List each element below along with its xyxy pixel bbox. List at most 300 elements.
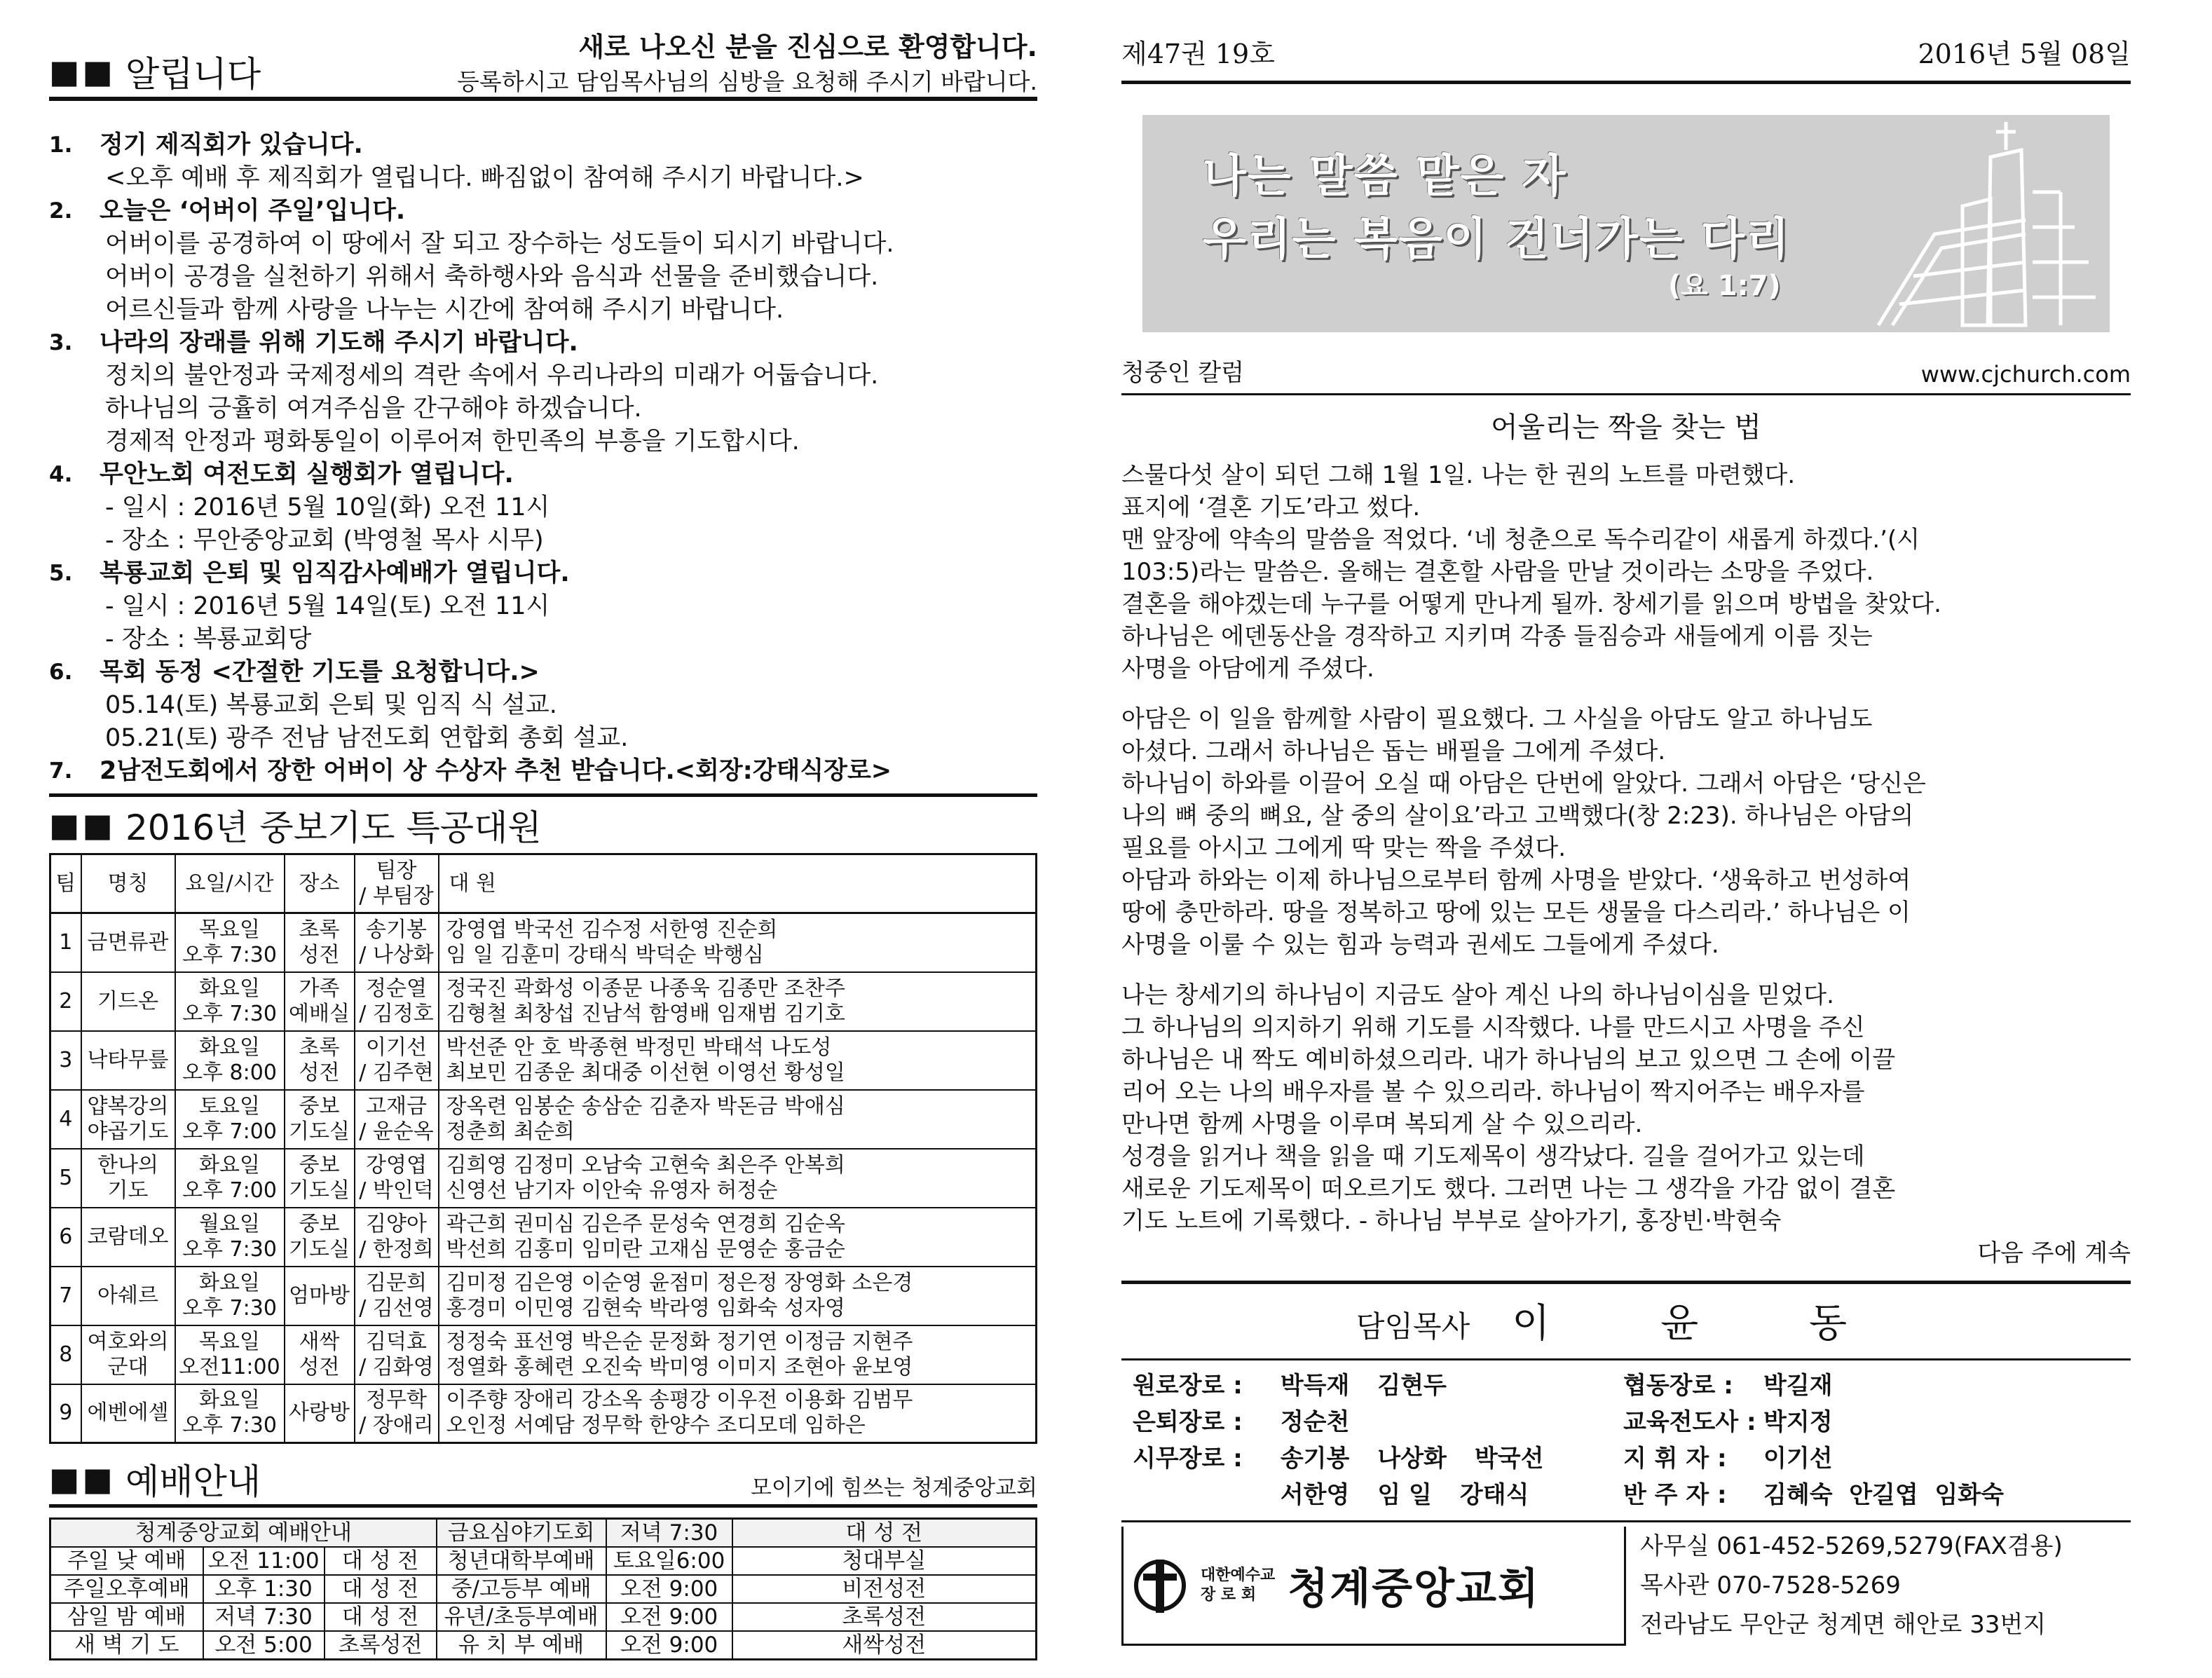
team-name-text: 낙타무릎: [87, 1047, 169, 1072]
column-line: 맨 앞장에 약속의 말씀을 적었다. ‘네 청춘으로 독수리같이 새롭게 하겠다.’(시: [1121, 526, 1920, 554]
ministers-column: [1623, 1367, 2004, 1513]
team-number-text: 2: [59, 988, 73, 1014]
notice-number: 1.: [49, 132, 73, 158]
team-leader: [355, 1384, 439, 1443]
worship-head-mid: 금요심야기도회: [437, 1519, 606, 1548]
table-row: [50, 1208, 1037, 1267]
notice-line: 어버이 공경을 실천하기 위해서 축하행사와 음식과 선물을 준비했습니다.: [105, 263, 879, 291]
team-place-text: 초록: [299, 1035, 340, 1060]
team-time-text: 오후 7:30: [182, 1413, 277, 1438]
team-number: [50, 1267, 81, 1325]
column-line: 하나님이 하와를 이끌어 오실 때 아담은 단번에 알았다. 그래서 아담은 ‘당신은: [1121, 770, 1926, 798]
service-name: 삼일 밤 예배: [50, 1603, 203, 1631]
notice-item: [49, 458, 1037, 557]
column-line: 나의 뼈 중의 뼈요, 살 중의 살이요’라고 고백했다(창 2:23). 하나님은 아담의: [1121, 802, 1914, 830]
team-time-text: 화요일: [199, 976, 260, 1001]
team-number-text: 7: [59, 1283, 73, 1308]
team-leader-text: / 김화영: [359, 1354, 434, 1379]
table-row: [50, 1575, 1037, 1603]
team-number-text: 9: [59, 1400, 73, 1426]
notice-line: - 장소 : 복룡교회당: [105, 625, 312, 653]
column-line: 새로운 기도제목이 떠오르기도 했다. 그러면 나는 그 생각을 가감 없이 결혼: [1121, 1175, 1896, 1203]
staff-row: [1133, 1440, 1623, 1477]
team-time-text: 오후 7:00: [182, 1178, 277, 1203]
team-number: [50, 1149, 81, 1208]
denomination-line-2: 장 로 회: [1201, 1585, 1257, 1604]
column-line: 필요를 아시고 그에게 딱 맞는 짝을 주셨다.: [1121, 834, 1566, 862]
pastor-line: [1121, 1281, 2131, 1349]
team-leader: [355, 913, 439, 972]
team-members-text: 정춘희 최순희: [446, 1119, 575, 1144]
column-line: 땅에 충만하라. 땅을 정복하고 땅에 있는 모든 생물을 다스리라.’ 하나님은 이: [1121, 899, 1911, 927]
staff-name: 송기봉: [1280, 1445, 1350, 1473]
subleader-label: / 부팀장: [359, 883, 434, 908]
team-time: [175, 1031, 285, 1090]
service-place: 대 성 전: [325, 1547, 437, 1575]
square-bullet-icon: ■■: [49, 806, 116, 844]
worship-head-left: 청계중앙교회 예배안내: [50, 1519, 437, 1548]
team-leader: [355, 1149, 439, 1208]
team-members-text: 정국진 곽화성 이종문 나종욱 김종만 조찬주: [446, 976, 845, 1001]
team-time-text: 오후 7:00: [182, 1119, 277, 1144]
team-leader-text: / 김주현: [359, 1060, 434, 1085]
worship-title: 예배안내: [125, 1461, 261, 1502]
team-name: [81, 1267, 175, 1325]
square-bullet-icon: ■■: [49, 53, 116, 90]
team-place-text: 엄마방: [289, 1283, 350, 1308]
team-leader-text: / 나상화: [359, 942, 434, 967]
team-place-text: 중보: [299, 1093, 340, 1119]
worship-table: [49, 1517, 1037, 1660]
staff-name: 박국선: [1474, 1445, 1544, 1473]
team-leader: [355, 1031, 439, 1090]
team-leader-text: 김양아: [366, 1211, 427, 1236]
column-label: 청중인 칼럼: [1121, 359, 1245, 387]
team-name-text: 기드온: [97, 988, 158, 1014]
team-members-text: 임 일 김훈미 강태식 박덕순 박행심: [446, 942, 764, 967]
team-members-text: 정열화 홍혜련 오진숙 박미영 이미지 조현아 윤보영: [446, 1354, 913, 1379]
team-time: [175, 1149, 285, 1208]
welcome-main: 새로 나오신 분을 진심으로 환영합니다.: [578, 32, 1037, 62]
staff-name: 박득재: [1280, 1372, 1350, 1400]
team-place-text: 초록: [299, 917, 340, 942]
team-time-text: 오후 7:30: [182, 1295, 277, 1321]
column-line: 사명을 이룰 수 있는 힘과 능력과 권세도 그들에게 주셨다.: [1121, 931, 1719, 959]
team-leader-text: / 김정호: [359, 1001, 434, 1026]
team-time-text: 화요일: [199, 1270, 260, 1295]
staff-row: [1623, 1367, 2004, 1404]
table-row: [50, 1267, 1037, 1325]
team-members: [439, 1325, 1037, 1384]
column-line: 성경을 읽거나 책을 읽을 때 기도제목이 생각났다. 길을 걸어가고 있는데: [1121, 1142, 1865, 1171]
notice-number: 6.: [49, 660, 73, 685]
team-place-text: 가족: [299, 976, 340, 1001]
team-members-text: 정정숙 표선영 박은순 문정화 정기연 이정금 지현주: [446, 1329, 913, 1354]
staff-row: [1623, 1404, 2004, 1440]
team-members: [439, 1090, 1037, 1149]
team-leader-text: 정순열: [366, 976, 427, 1001]
service-place: 초록성전: [325, 1631, 437, 1660]
team-members-text: 신영선 남기자 이안숙 유영자 허정순: [446, 1178, 778, 1203]
team-number-text: 1: [59, 929, 73, 955]
table-row: [50, 1603, 1037, 1631]
team-leader: [355, 1325, 439, 1384]
team-members-text: 박선희 김홍미 임미란 고재심 문영순 홍금순: [446, 1236, 845, 1262]
welcome-message: [457, 25, 1037, 97]
team-members-text: 이주향 장애리 강소옥 송평강 이우전 이용화 김범무: [446, 1388, 913, 1413]
table-row: [50, 1384, 1037, 1443]
team-number: [50, 1325, 81, 1384]
worship-note: 모이기에 힘쓰는 청계중앙교회: [750, 1475, 1037, 1501]
team-time-text: 오전11:00: [179, 1354, 280, 1379]
team-time-text: 오후 7:30: [182, 1001, 277, 1026]
team-name: [81, 972, 175, 1031]
staff-label: 은퇴장로 :: [1133, 1408, 1243, 1436]
notice-heading: 복룡교회 은퇴 및 임직감사예배가 열립니다.: [100, 559, 570, 587]
notice-heading: 무안노회 여전도회 실행회가 열립니다.: [100, 461, 514, 489]
service-time: 오후 1:30: [203, 1575, 325, 1603]
team-time-text: 오후 8:00: [182, 1060, 277, 1085]
staff-name: 이기선: [1763, 1445, 1833, 1473]
notice-item: [49, 327, 1037, 458]
team-time: [175, 1267, 285, 1325]
col-name: 명칭: [81, 854, 175, 913]
team-members: [439, 972, 1037, 1031]
service-name: 중/고등부 예배: [437, 1575, 606, 1603]
service-time: 오전 11:00: [203, 1547, 325, 1575]
team-time: [175, 1090, 285, 1149]
service-place: 새싹성전: [732, 1631, 1037, 1660]
staff-row: [1623, 1440, 2004, 1477]
worship-header: [49, 1454, 1037, 1508]
denomination-line-1: 대한예수교: [1201, 1566, 1276, 1584]
team-leader-text: 김덕효: [366, 1329, 427, 1354]
notice-heading: 나라의 장래를 위해 기도해 주시기 바랍니다.: [100, 329, 578, 357]
notice-number: 7.: [49, 758, 73, 784]
column-line: 기도 노트에 기록했다. - 하나님 부부로 살아가기, 홍장빈·박현숙: [1121, 1207, 1782, 1235]
service-name: 유년/초등부예배: [437, 1603, 606, 1631]
team-members-text: 최보민 김종운 최대중 이선현 이영선 황성일: [446, 1060, 845, 1085]
notice-line: - 일시 : 2016년 5월 14일(토) 오전 11시: [105, 592, 550, 620]
service-name: 주일 낮 예배: [50, 1547, 203, 1575]
notice-item: [49, 656, 1037, 755]
welcome-sub: 등록하시고 담임목사님의 심방을 요청해 주시기 바랍니다.: [456, 68, 1037, 95]
service-place: 비전성전: [732, 1575, 1037, 1603]
service-name: 새 벽 기 도: [50, 1631, 203, 1660]
team-leader-text: 고재금: [366, 1093, 427, 1119]
team-name-text: 군대: [107, 1354, 149, 1379]
team-members-text: 강영엽 박국선 김수정 서한영 진순희: [446, 917, 778, 942]
leader-label: 팀장: [376, 858, 417, 883]
team-place: [285, 1090, 355, 1149]
prayer-title-block: [49, 800, 1037, 850]
banner-line-1: 나는 말씀 맡은 자: [1203, 151, 1567, 203]
team-place-text: 성전: [299, 942, 340, 967]
team-leader-text: 강영엽: [366, 1152, 427, 1178]
team-leader-text: 김문희: [366, 1270, 427, 1295]
team-place: [285, 1031, 355, 1090]
notice-number: 3.: [49, 330, 73, 355]
team-number: [50, 1208, 81, 1267]
team-number: [50, 1090, 81, 1149]
team-number: [50, 1031, 81, 1090]
team-place-text: 기도실: [289, 1178, 350, 1203]
team-members: [439, 1384, 1037, 1443]
service-time: 저녁 7:30: [203, 1603, 325, 1631]
team-number-text: 8: [59, 1342, 73, 1367]
team-leader-text: / 박인덕: [359, 1178, 434, 1203]
team-leader-text: / 윤순옥: [359, 1119, 434, 1144]
team-name: [81, 1090, 175, 1149]
notice-line: <오후 예배 후 제직회가 열립니다. 빠짐없이 참여해 주시기 바랍니다.>: [105, 164, 864, 192]
team-place: [285, 1267, 355, 1325]
church-building-icon: [1850, 115, 2103, 332]
table-row: [50, 1149, 1037, 1208]
staff-name: 김현두: [1377, 1372, 1447, 1400]
column-line: 사명을 아담에게 주셨다.: [1121, 655, 1374, 683]
notice-line: - 일시 : 2016년 5월 10일(화) 오전 11시: [105, 493, 550, 521]
staff-row: [1133, 1477, 1623, 1513]
team-time-text: 오후 7:30: [182, 942, 277, 967]
team-time: [175, 913, 285, 972]
service-time: 오전 9:00: [606, 1603, 732, 1631]
staff-label: 지 휘 자 :: [1623, 1445, 1727, 1473]
service-place: 대 성 전: [325, 1603, 437, 1631]
team-members-text: 김희영 김정미 오남숙 고현숙 최은주 안복희: [446, 1152, 845, 1178]
staff-row: [1133, 1404, 1623, 1440]
church-url[interactable]: www.cjchurch.com: [1920, 361, 2131, 388]
staff-label: 협동장로 :: [1623, 1372, 1733, 1400]
team-name: [81, 1384, 175, 1443]
column-line: 아담은 이 일을 함께할 사람이 필요했다. 그 사실을 아담도 알고 하나님도: [1121, 705, 1873, 733]
team-place: [285, 913, 355, 972]
team-place-text: 사랑방: [289, 1400, 350, 1426]
team-place-text: 기도실: [289, 1119, 350, 1144]
team-name-text: 금면류관: [87, 929, 169, 955]
motto-banner: [1142, 115, 2110, 332]
bulletin-header: [1121, 0, 2131, 84]
team-members-text: 김형철 최창섭 진남석 함영배 임재범 김기호: [446, 1001, 845, 1026]
team-number-text: 4: [59, 1106, 73, 1131]
column-header: [1121, 353, 2131, 395]
team-time: [175, 1325, 285, 1384]
service-place: 초록성전: [732, 1603, 1037, 1631]
team-time-text: 화요일: [199, 1035, 260, 1060]
team-name-text: 기도: [107, 1178, 149, 1203]
team-leader: [355, 1267, 439, 1325]
team-leader-text: / 김선영: [359, 1295, 434, 1321]
service-time: 오전 5:00: [203, 1631, 325, 1660]
continued-note: 다음 주에 계속: [1977, 1239, 2131, 1267]
service-name: 청년대학부예배: [437, 1547, 606, 1575]
column-line: 리어 오는 나의 배우자를 볼 수 있으리라. 하나님이 짝지어주는 배우자를: [1121, 1078, 1865, 1106]
team-name: [81, 1325, 175, 1384]
team-name-text: 아쉐르: [97, 1283, 158, 1308]
team-number-text: 5: [59, 1165, 73, 1190]
team-time: [175, 972, 285, 1031]
table-row: [50, 1631, 1037, 1660]
team-place: [285, 1325, 355, 1384]
team-name: [81, 1208, 175, 1267]
team-leader-text: 정무학: [366, 1388, 427, 1413]
team-leader: [355, 1208, 439, 1267]
team-name-text: 얍복강의: [87, 1093, 169, 1119]
team-name: [81, 1031, 175, 1090]
team-time-text: 목요일: [199, 917, 260, 942]
church-emblem-icon: [1132, 1554, 1188, 1617]
church-contact: [1626, 1527, 2063, 1646]
prayer-team-rows: [49, 912, 1037, 1444]
column-line: 스물다섯 살이 되던 그해 1월 1일. 나는 한 권의 노트를 마련했다.: [1121, 461, 1796, 489]
table-row: [50, 913, 1037, 972]
denomination: [1201, 1566, 1275, 1605]
team-time-text: 목요일: [199, 1329, 260, 1354]
team-place-text: 예배실: [289, 1001, 350, 1026]
column-line: 아셨다. 그래서 하나님은 돕는 배필을 그에게 주셨다.: [1121, 737, 1666, 765]
service-time: 토요일6:00: [606, 1547, 732, 1575]
team-members-text: 홍경미 이민영 김현숙 박라영 임화숙 성자영: [446, 1295, 845, 1321]
team-place-text: 성전: [299, 1354, 340, 1379]
team-name-text: 에벤에셀: [87, 1400, 169, 1426]
team-time-text: 월요일: [199, 1211, 260, 1236]
staff-name: 정순천: [1280, 1408, 1350, 1436]
column-line: 103:5)라는 말씀은. 올해는 결혼할 사람을 만날 것이라는 소망을 주었다.: [1121, 558, 1874, 586]
team-members: [439, 1149, 1037, 1208]
column-body: [1121, 459, 2131, 1269]
col-place: 장소: [285, 854, 355, 913]
table-header-row: [50, 854, 1037, 913]
staff-label: 교육전도사 :: [1623, 1408, 1756, 1436]
col-time: 요일/시간: [175, 854, 285, 913]
team-place-text: 성전: [299, 1060, 340, 1085]
team-number: [50, 972, 81, 1031]
church-address: 전라남도 무안군 청계면 해안로 33번지: [1640, 1611, 2047, 1639]
notice-heading: 정기 제직회가 있습니다.: [100, 131, 363, 159]
team-time-text: 화요일: [199, 1388, 260, 1413]
notice-title-block: [49, 46, 261, 97]
team-place-text: 중보: [299, 1211, 340, 1236]
notice-heading: 목회 동정 <간절한 기도를 요청합니다.>: [100, 658, 540, 686]
notice-line: 05.14(토) 복룡교회 은퇴 및 임직 식 설교.: [105, 691, 557, 719]
banner-line-2: 우리는 복음이 건너가는 다리: [1203, 214, 1791, 266]
prayer-title: 2016년 중보기도 특공대원: [125, 807, 542, 848]
table-row: [50, 1090, 1037, 1149]
left-page: [49, 0, 1037, 1660]
notice-title: 알립니다: [125, 54, 261, 95]
team-place: [285, 1149, 355, 1208]
staff-label: 시무장로 :: [1133, 1445, 1243, 1473]
church-footer: [1121, 1527, 2131, 1646]
notice-line: - 장소 : 무안중앙교회 (박영철 목사 시무): [105, 526, 544, 554]
notice-heading: 2남전도회에서 장한 어버이 상 수상자 추천 받습니다.<회장:강태식장로>: [100, 757, 892, 785]
staff-name: 박지정: [1763, 1408, 1833, 1436]
team-leader-text: 송기봉: [366, 917, 427, 942]
notice-line: 어르신들과 함께 사랑을 나누는 시간에 참여해 주시기 바랍니다.: [105, 296, 784, 324]
team-members: [439, 1208, 1037, 1267]
column-line: 결혼을 해야겠는데 누구를 어떻게 만나게 될까. 창세기를 읽으며 방법을 찾았다.: [1121, 590, 1941, 618]
column-line: 표지에 ‘결혼 기도’라고 썼다.: [1121, 493, 1421, 521]
team-name-text: 야곱기도: [87, 1119, 169, 1144]
notice-item: [49, 195, 1037, 327]
staff-name: 김혜숙 안길엽 임화숙: [1763, 1481, 2004, 1509]
service-time: 오전 9:00: [606, 1631, 732, 1660]
staff-list: [1121, 1358, 2131, 1522]
church-name: 청계중앙교회: [1288, 1564, 1541, 1614]
pastor-label: 담임목사: [1356, 1309, 1470, 1344]
staff-name: 나상화: [1377, 1445, 1447, 1473]
team-leader: [355, 1090, 439, 1149]
team-members: [439, 1267, 1037, 1325]
staff-name: 강태식: [1459, 1481, 1529, 1509]
column-line: 아담과 하와는 이제 하나님으로부터 함께 사명을 받았다. ‘생육하고 번성하여: [1121, 866, 1911, 894]
team-time-text: 토요일: [199, 1093, 260, 1119]
team-name-text: 코람데오: [87, 1224, 169, 1249]
square-bullet-icon: ■■: [49, 1460, 116, 1498]
column-line: 나는 창세기의 하나님이 지금도 살아 계신 나의 하나님이심을 믿었다.: [1121, 981, 1834, 1009]
team-name-text: 여호와의: [87, 1329, 169, 1354]
banner-reference: (요 1:7): [1668, 270, 1781, 302]
team-number: [50, 1384, 81, 1443]
column-line: 하나님은 내 짝도 예비하셨으리라. 내가 하나님의 보고 있으면 그 손에 이끌: [1121, 1046, 1896, 1074]
team-name-text: 한나의: [97, 1152, 158, 1178]
col-leader: [355, 854, 439, 913]
manse-phone: 목사관 070-7528-5269: [1640, 1571, 1901, 1599]
team-number-text: 6: [59, 1224, 73, 1249]
staff-row: [1623, 1477, 2004, 1513]
team-members-text: 곽근희 권미심 김은주 문성숙 연경희 김순옥: [446, 1211, 845, 1236]
notice-line: 경제적 안정과 평화통일이 이루어져 한민족의 부흥을 기도합시다.: [105, 428, 800, 456]
column-line: 하나님은 에덴동산을 경작하고 지키며 각종 들짐승과 새들에게 이름 짓는: [1121, 622, 1873, 650]
elders-column: [1133, 1367, 1623, 1513]
notice-header: [49, 0, 1037, 101]
team-members: [439, 913, 1037, 972]
team-name: [81, 913, 175, 972]
worship-title-block: [49, 1454, 261, 1504]
team-leader-text: / 한정희: [359, 1236, 434, 1262]
team-members: [439, 1031, 1037, 1090]
office-phone: 사무실 061-452-5269,5279(FAX겸용): [1640, 1532, 2063, 1560]
church-logo: [1121, 1527, 1626, 1646]
notice-number: 4.: [49, 462, 73, 487]
col-team: 팀: [50, 854, 81, 913]
notice-item: [49, 129, 1037, 195]
team-place-text: 기도실: [289, 1236, 350, 1262]
table-row: [50, 1031, 1037, 1090]
staff-name: 서한영: [1280, 1481, 1350, 1509]
notice-number: 2.: [49, 198, 73, 224]
team-members-text: 박선준 안 호 박종현 박정민 박태석 나도성: [446, 1035, 832, 1060]
table-row: [50, 1547, 1037, 1575]
table-row: [50, 972, 1037, 1031]
service-time: 오전 9:00: [606, 1575, 732, 1603]
team-number: [50, 913, 81, 972]
pastor-name: 이 윤 동: [1512, 1301, 1897, 1346]
notice-item: [49, 557, 1037, 656]
team-members-text: 장옥련 임봉순 송삼순 김춘자 박돈금 박애심: [446, 1093, 845, 1119]
team-time: [175, 1384, 285, 1443]
team-leader: [355, 972, 439, 1031]
service-name: 유 치 부 예배: [437, 1631, 606, 1660]
prayer-team-table: [49, 853, 1037, 914]
notice-number: 5.: [49, 561, 73, 586]
team-number-text: 3: [59, 1047, 73, 1072]
team-place-text: 중보: [299, 1152, 340, 1178]
column-title: 어울리는 짝을 찾는 법: [1491, 411, 1761, 444]
staff-label: 원로장로 :: [1133, 1372, 1243, 1400]
worship-header-row: [50, 1519, 1037, 1548]
column-line: 그 하나님의 의지하기 위해 기도를 시작했다. 나를 만드시고 사명을 주신: [1121, 1014, 1865, 1042]
prayer-header: [49, 793, 1037, 850]
